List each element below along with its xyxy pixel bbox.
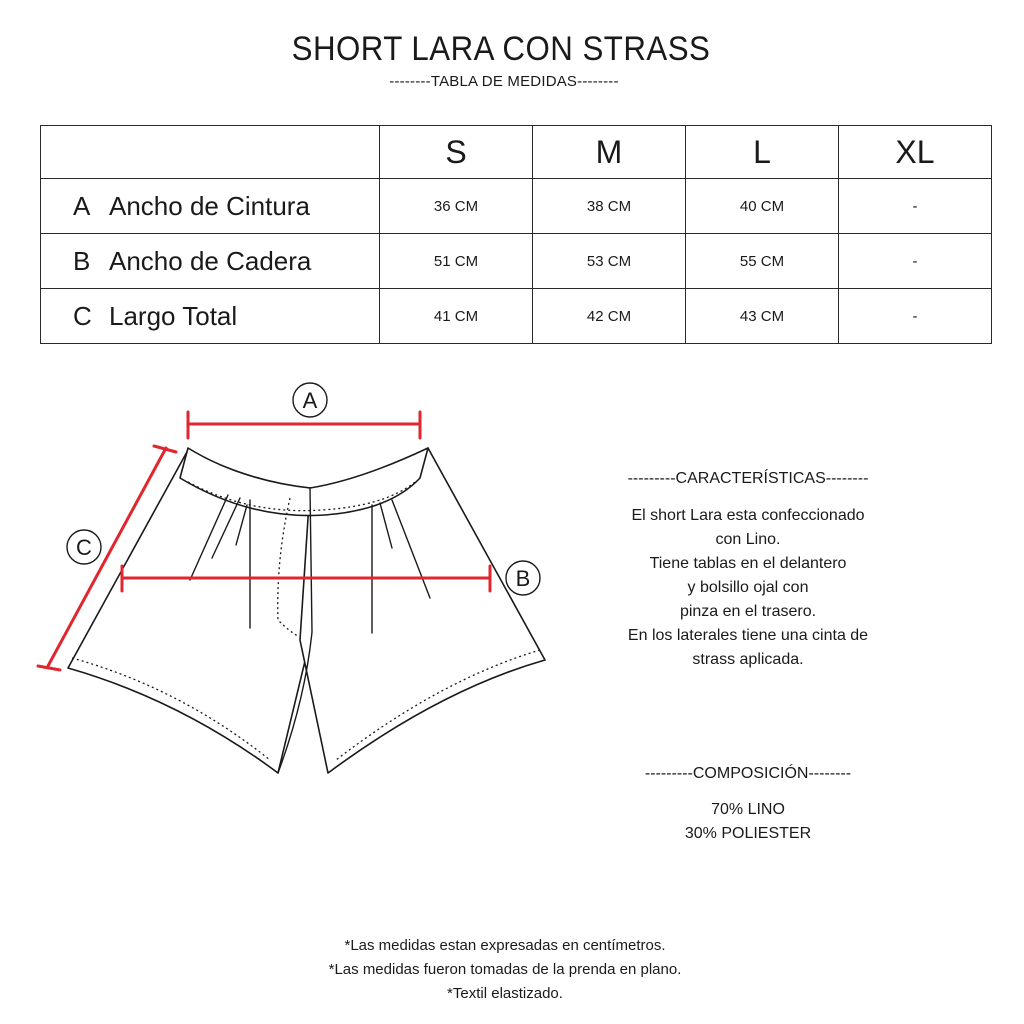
composition-section xyxy=(560,762,936,846)
table-header-empty xyxy=(41,126,380,179)
composition-line: 30% POLIESTER xyxy=(684,825,812,842)
table-cell: 41 CM xyxy=(380,289,533,344)
table-header-row xyxy=(41,126,992,179)
marker-b-label: B xyxy=(515,566,531,591)
marker-a-label: A xyxy=(302,388,318,413)
characteristics-line: Tiene tablas en el delantero xyxy=(649,555,847,572)
row-label xyxy=(41,234,380,289)
footnotes xyxy=(0,934,1010,1006)
table-row xyxy=(41,289,992,344)
table-cell: 55 CM xyxy=(686,234,839,289)
composition-line: 70% LINO xyxy=(711,801,785,818)
table-row xyxy=(41,179,992,234)
table-row xyxy=(41,234,992,289)
row-label-text: Ancho de Cadera xyxy=(109,245,312,276)
table-cell: - xyxy=(839,289,992,344)
footnote: *Textil elastizado. xyxy=(447,985,563,1002)
row-letter: A xyxy=(73,190,91,221)
row-label xyxy=(41,179,380,234)
footnote: *Las medidas fueron tomadas de la prenda en plano. xyxy=(328,961,682,978)
table-header-size-l: L xyxy=(686,126,839,179)
table-cell: - xyxy=(839,234,992,289)
characteristics-line: y bolsillo ojal con xyxy=(687,579,809,596)
shorts-diagram xyxy=(0,370,600,790)
composition-heading: ---------COMPOSICIÓN-------- xyxy=(644,765,852,782)
characteristics-line: El short Lara esta confeccionado xyxy=(631,507,865,524)
marker-c-label: C xyxy=(76,535,92,560)
page-title: SHORT LARA CON STRASS xyxy=(291,30,711,68)
table-cell: - xyxy=(839,179,992,234)
characteristics-section xyxy=(560,467,936,672)
row-label-text: Ancho de Cintura xyxy=(109,190,310,221)
table-cell: 43 CM xyxy=(686,289,839,344)
row-label-text: Largo Total xyxy=(109,300,238,331)
characteristics-line: En los laterales tiene una cinta de xyxy=(627,627,869,644)
table-header-size-s: S xyxy=(380,126,533,179)
table-header-size-m: M xyxy=(533,126,686,179)
size-table xyxy=(40,125,992,344)
characteristics-heading: ---------CARACTERÍSTICAS-------- xyxy=(627,470,869,487)
characteristics-line: strass aplicada. xyxy=(692,651,804,668)
table-cell: 40 CM xyxy=(686,179,839,234)
table-cell: 38 CM xyxy=(533,179,686,234)
table-cell: 36 CM xyxy=(380,179,533,234)
characteristics-line: con Lino. xyxy=(715,531,781,548)
table-cell: 42 CM xyxy=(533,289,686,344)
footnote: *Las medidas estan expresadas en centímetros. xyxy=(344,937,666,954)
characteristics-line: pinza en el trasero. xyxy=(679,603,817,620)
page-subtitle: --------TABLA DE MEDIDAS-------- xyxy=(389,73,619,90)
measure-c-cap xyxy=(38,666,60,670)
table-cell: 53 CM xyxy=(533,234,686,289)
table-cell: 51 CM xyxy=(380,234,533,289)
row-letter: C xyxy=(73,300,92,331)
table-header-size-xl: XL xyxy=(839,126,992,179)
row-letter: B xyxy=(73,245,91,276)
row-label xyxy=(41,289,380,344)
